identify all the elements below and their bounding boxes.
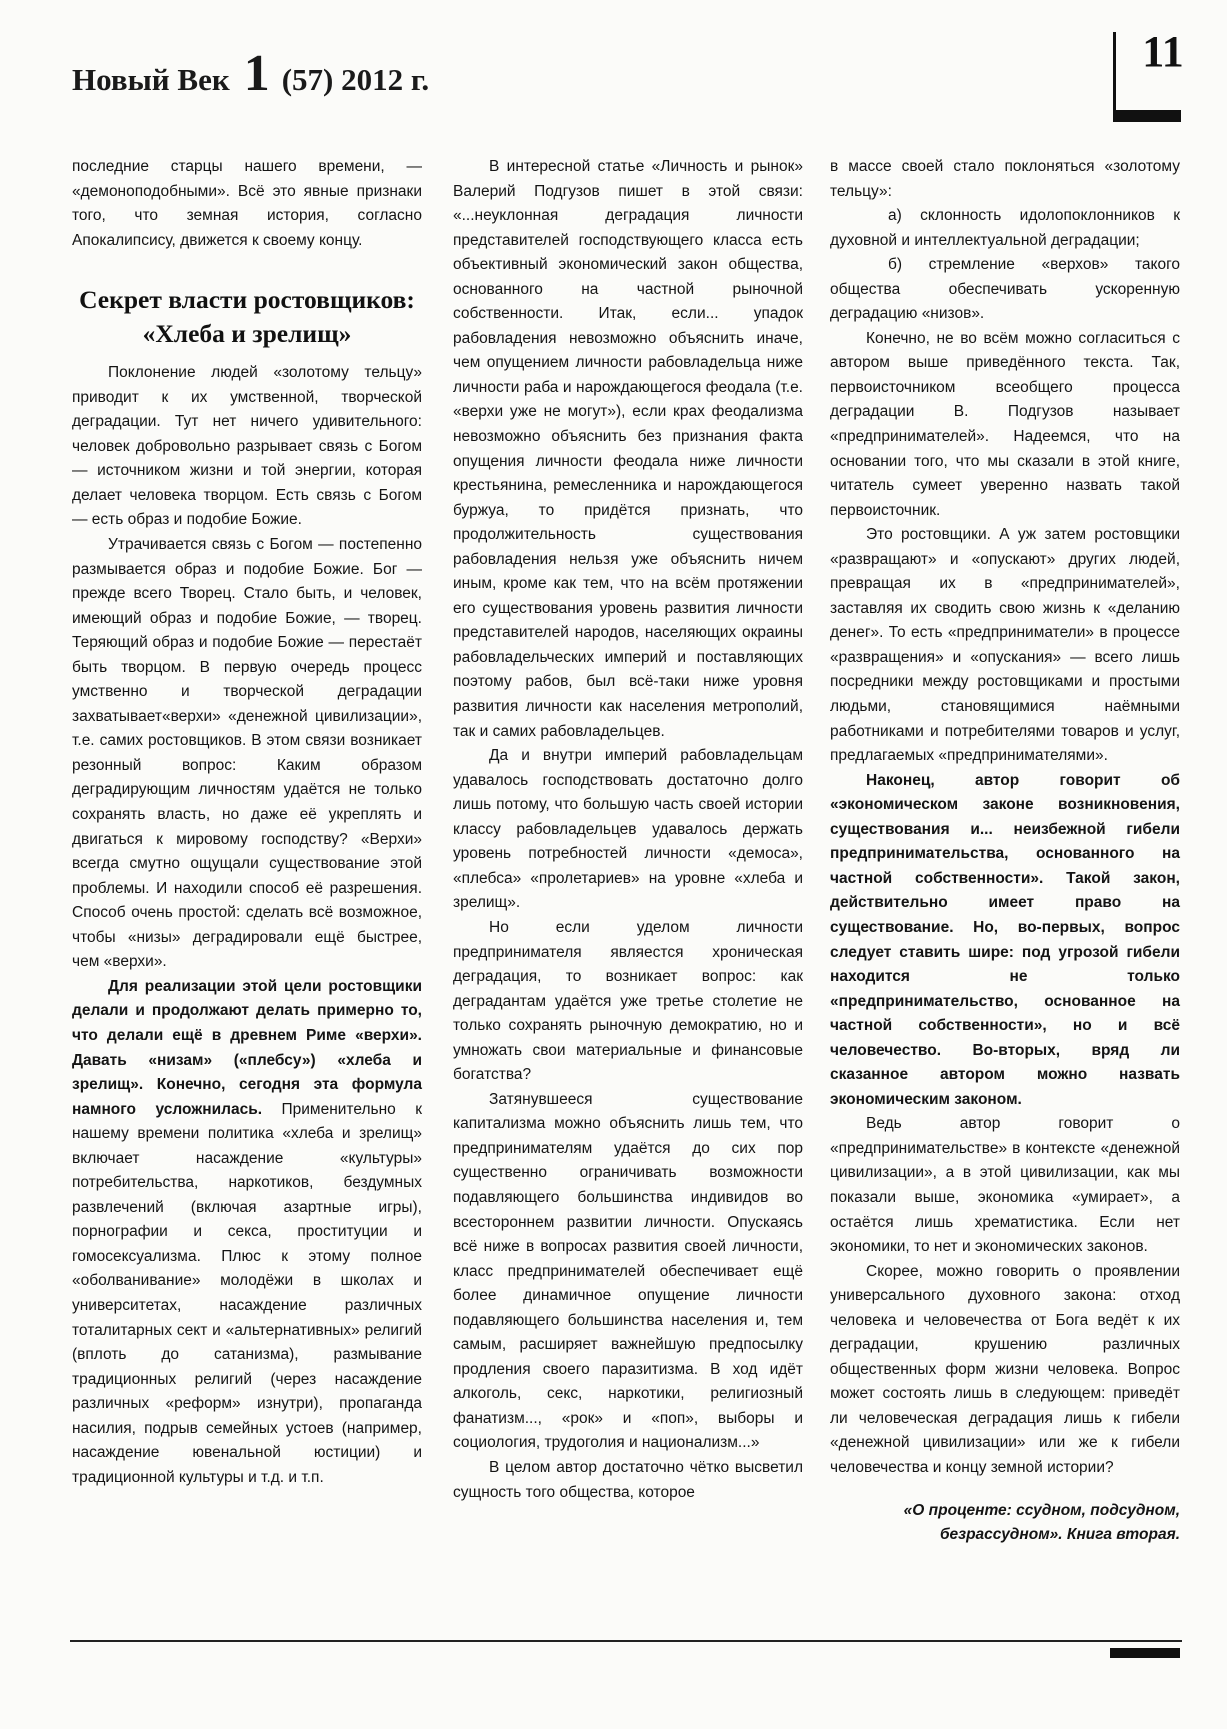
paragraph: В интересной статье «Личность и рынок» Валерий Подгузов пишет в этой связи: «...неуклонная деградация личности представителей господствующего класса есть объективный экономический закон общества, основанного на частной рыночной собственности. Итак, если... упадок рабовладения невозможно объяснить иначе, чем опущением личности рабовладельца ниже личности раба и нарождающегося феодала (т.е. «верхи уже не могут»), если крах феодализма невозможно объяснить без признания факта опущения личности феодала ниже личности крестьянина, ремесленника и нарождающегося буржуа, то придётся признать, что продолжительность существования рабовладения нельзя уже объяснить ничем иным, кроме как тем, что на всём протяжении его существования уровень развития личности представителей народов, населяющих окраины рабовладельческих империй и поставляющих поэтому рабов, был всё-таки ниже уровня развития личности как населения метрополий, так и самих рабовладельцев. bbox=[453, 158, 803, 740]
paragraph: последние старцы нашего времени, — «демоноподобными». Всё это явные признаки того, что земная история, согласно Апокалипсису, движется к своему концу. bbox=[72, 158, 422, 249]
paragraph: Поклонение людей «золотому тельцу» приводит к их умственной, творческой деградации. Тут нет ничего удивительного: человек добровольно разрывает связь с Богом — источником жизни и той энергии, которая делает человека творцом. Есть связь с Богом — есть образ и подобие Божие. bbox=[72, 364, 422, 529]
paragraph: Скорее, можно говорить о проявлении универсального духовного закона: отход человека и человечества от Бога ведёт к их деградации, крушению различных общественных форм жизни человека. Вопрос может состоять лишь в следующем: приведёт ли человеческая деградация лишь к гибели «денежной цивилизации» или же к гибели человечества и концу земной истории? bbox=[830, 1262, 1180, 1476]
footer-rule bbox=[70, 1640, 1182, 1642]
paragraph: В целом автор достаточно чётко высветил сущность того общества, которое bbox=[453, 1458, 803, 1501]
list-item: а) склонность идолопоклонников к духовной и интеллектуальной деградации; bbox=[830, 207, 1180, 249]
paragraph: в массе своей стало поклоняться «золотому тельцу»: bbox=[830, 158, 1180, 200]
paragraph: Ведь автор говорит о «предпринимательстве» в контексте «денежной цивилизации», а в этой цивилизации, как мы показали выше, экономика «умирает», а остаётся лишь хрематистика. Если нет экономики, то нет и экономических законов. bbox=[830, 1115, 1180, 1256]
bold-paragraph: Наконец, автор говорит об «экономическом законе возникновения, существования и... неизбежной гибели предпринимательства, основанного на частной собственности». Такой закон, действительно имеет право на существование. Но, во-первых, вопрос следует ставить шире: под угрозой гибели находится не только «предпринимательство, основанное на частной собственности», но и всё человечество. Во-вторых, вряд ли сказанное автором можно назвать экономическим законом. bbox=[830, 771, 1180, 1108]
paragraph: Затянувшееся существование капитализма можно объяснить лишь тем, что предпринимателям удаётся до сих пор существенно ограничивать возможности подавляющего большинства индивидов во всестороннем развитии личности. Опускаясь всё ниже в вопросах развития своей личности, класс предпринимателей обеспечивает ещё более динамичное опущение личности подавляющего большинства населения и, тем самым, расширяет важнейшую предпосылку продления своего паразитизма. В ход идёт алкоголь, секс, наркотики, религиозный фанатизм..., «рок» и «поп», выборы и социология, трудоголия и национализм...» bbox=[453, 1090, 803, 1452]
column-3 bbox=[830, 155, 1180, 1548]
paragraph: Утрачивается связь с Богом — постепенно размывается образ и подобие Божие. Бог — прежде всего Творец. Стало быть, и человек, имеющий образ и подобие Божие, — творец. Теряющий образ и подобие Божие — перестаёт быть творцом. В первую очередь процесс умственно и творческой деградации захватывает«верхи» «денежной цивилизации», т.е. самих ростовщиков. В этом связи возникает резонный вопрос: Каким образом деградирующим личностям удаётся не только сохранять власть, но даже её укреплять и двигаться к мировому господству? «Верхи» всегда смутно ощущали существование этой проблемы. И находили способ её разрешения. Способ очень простой: сделать всё возможное, чтобы «низы» деградировали ещё быстрее, чем «верхи». bbox=[72, 536, 422, 971]
source-citation: «О проценте: ссудном, подсудном, безрассудном». Книга вторая. bbox=[903, 1501, 1180, 1544]
paragraph-text: Применительно к нашему времени политика «хлеба и зрелищ» включает насаждение «культуры» потребительства, наркотиков, бездумных развлечений (включая азартные игры), порнографии и секса, проституции и гомосексуализма. Плюс к этому полное «оболванивание» молодёжи в школах и университетах, насаждение различных тоталитарных сект и «альтернативных» религий (вплоть до сатанизма), размывание традиционных религий (через насаждение различных «реформ» изнутри), пропаганда насилия, подрыв семейных устоев (например, насаждение ювенальной юстиции) и традиционной культуры и т.д. и т.п. bbox=[72, 1100, 422, 1486]
page-number-bar bbox=[1113, 110, 1181, 122]
page-number: 11 bbox=[1142, 27, 1184, 76]
paragraph bbox=[72, 975, 422, 1490]
bold-text: Для реализации этой цели ростовщики делали и продолжают делать примерно то, что делали ещё в древнем Риме «верхи». Давать «низам» («плебсу») «хлеба и зрелищ». Конечно, сегодня эта формула намного усложнилась. bbox=[72, 977, 422, 1118]
paragraph: Это ростовщики. А уж затем ростовщики «развращают» и «опускают» других людей, превращая их в «предпринимателей», заставляя их сводить свою жизнь к «деланию денег». То есть «предприниматели» в процессе «развращения» и «опускания» — всего лишь посредники между ростовщиками и простыми людьми, становящимися наёмными работниками и потребителями товаров и услуг, предлагаемых «предпринимателями». bbox=[830, 526, 1180, 765]
paragraph: Конечно, не во всём можно согласиться с автором выше приведённого текста. Так, первоисточником всеобщего процесса деградации В. Подгузов называет «предпринимателей». Надеемся, что на основании того, что мы сказали в этой книге, читатель сумеет уверенно назвать такой первоисточник. bbox=[830, 329, 1180, 519]
newspaper-title: Новый Век bbox=[72, 62, 230, 97]
section-heading: Секрет власти ростовщиков: «Хлеба и зрелищ» bbox=[79, 285, 415, 349]
paragraph: Но если уделом личности предпринимателя являестся хроническая деградация, то возникает вопрос: как деградантам удаётся уже третье столетие не только сохранять рыночную демократию, но и умножать свои материальные и финансовые богатства? bbox=[453, 918, 803, 1084]
column-1 bbox=[72, 155, 422, 1490]
list-item: б) стремление «верхов» такого общества обеспечивать ускоренную деградацию «низов». bbox=[830, 256, 1180, 323]
issue-year: (57) 2012 г. bbox=[281, 62, 430, 97]
column-2 bbox=[453, 155, 803, 1505]
paragraph: Да и внутри империй рабовладельцам удавалось господствовать достаточно долго лишь потому, что большую часть своей истории классу рабовладельцев удавалось держать уровень потребностей личности «демоса», «плебса» «пролетариев» на уровне «хлеба и зрелищ». bbox=[453, 747, 803, 912]
issue-number: 1 bbox=[243, 45, 270, 102]
newspaper-header bbox=[72, 45, 430, 102]
footer-bar bbox=[1110, 1648, 1180, 1658]
header-vertical-rule bbox=[1113, 32, 1116, 114]
